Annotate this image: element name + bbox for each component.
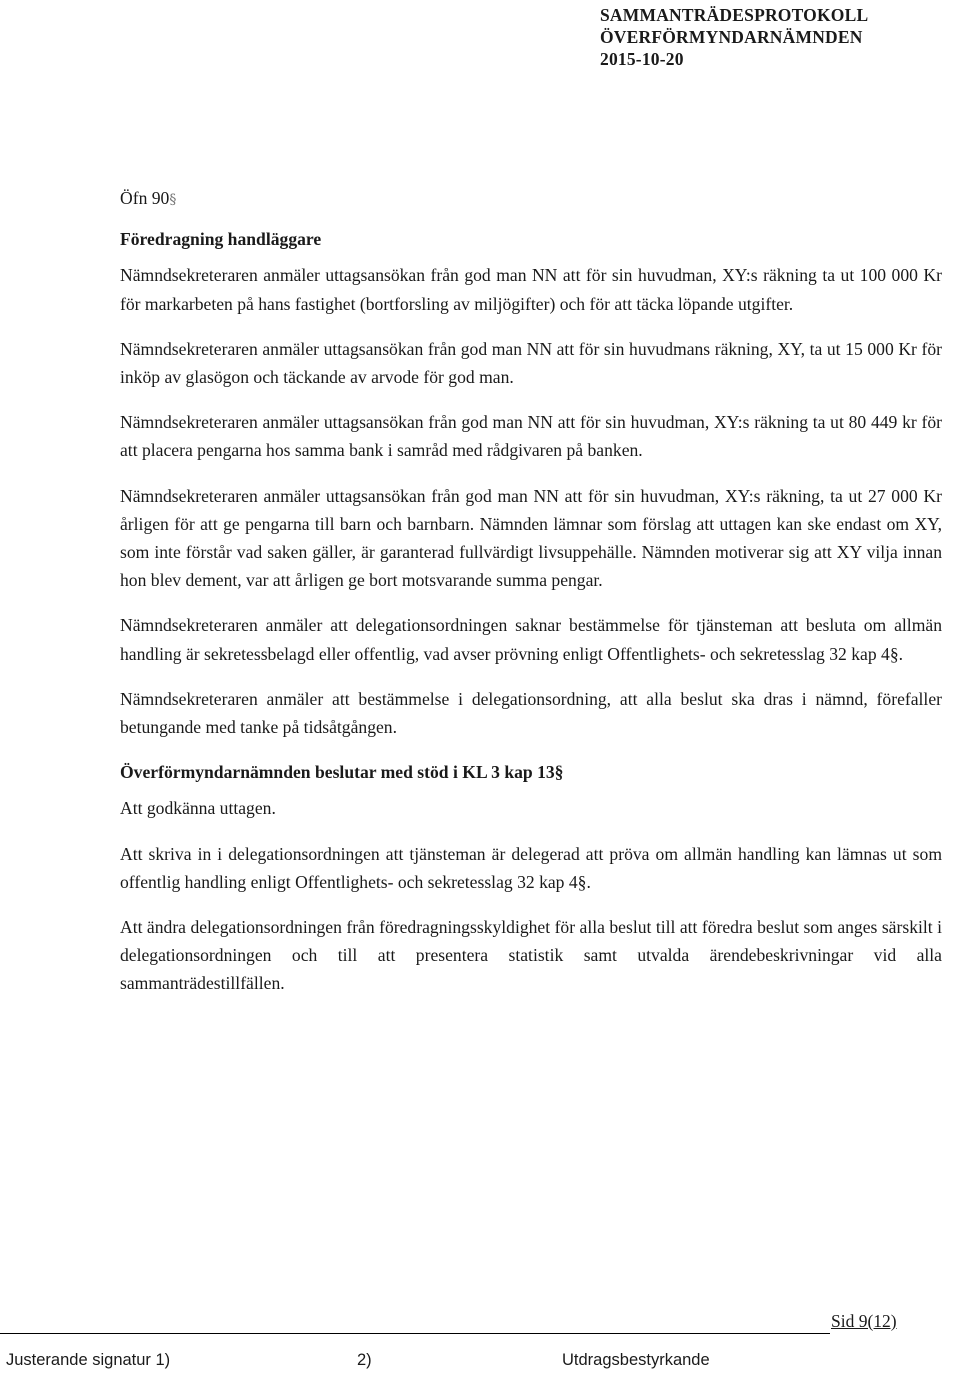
paragraph-3: Nämndsekreteraren anmäler uttagsansökan från god man NN att för sin huvudman, XY:s räkning ta ut 80 449 kr för att placera pengarna hos samma bank i samråd med rådgivaren på banken. xyxy=(120,412,942,461)
paragraph-2: Nämndsekreteraren anmäler uttagsansökan från god man NN att för sin huvudmans räkning, XY, ta ut 15 000 Kr för inköp av glasögon och täckande av arvode för god man. xyxy=(120,338,942,388)
paragraph-1: Nämndsekreteraren anmäler uttagsansökan från god man NN att för sin huvudman, XY:s räkning ta ut 100 000 Kr för markarbeten på hans fastighet (bortforsling av miljögifter) och för att täcka löpande utgifter. xyxy=(120,265,942,314)
extract-certification-label: Utdragsbestyrkande xyxy=(562,1351,710,1369)
signature-label-1: Justerande signatur 1) xyxy=(6,1351,171,1369)
page-number xyxy=(831,1311,897,1332)
document-header xyxy=(600,4,958,70)
protocol-title: SAMMANTRÄDESPROTOKOLL xyxy=(600,5,869,25)
paragraph-symbol: § xyxy=(169,192,177,208)
footer-divider xyxy=(0,1333,830,1334)
signature-bar xyxy=(0,1351,960,1373)
paragraph-5: Nämndsekreteraren anmäler att delegationsordningen saknar bestämmelse för tjänsteman att besluta om allmän handling är sekretessbelagd eller offentlig, vad avser prövning enligt Offentlighets- och sekretesslag 32 kap 4§. xyxy=(120,615,942,664)
committee-name: ÖVERFÖRMYNDARNÄMNDEN xyxy=(600,27,863,47)
case-number-line xyxy=(120,184,942,214)
paragraph-4: Nämndsekreteraren anmäler uttagsansökan från god man NN att för sin huvudman, XY:s räkning, ta ut 27 000 Kr årligen för att ge pengarna till barn och barnbarn. Nämnden lämnar som förslag att uttagen kan ske endast om XY, som inte förstår vad saken gäller, är garanterad fullvärdigt livsuppehälle. Nämnden motiverar sig att XY vilja innan hon blev dement, var att årligen ge bort motsvarande summa pengar. xyxy=(120,485,942,591)
case-number: Öfn 90 xyxy=(120,188,170,208)
section-heading: Föredragning handläggare xyxy=(120,229,322,250)
signature-label-2: 2) xyxy=(357,1351,372,1369)
decision-heading: Överförmyndarnämnden beslutar med stöd i KL 3 kap 13§ xyxy=(120,762,564,783)
document-body xyxy=(120,184,942,1015)
decision-item-2: Att skriva in i delegationsordningen att tjänsteman är delegerad att pröva om allmän handling kan lämnas ut som offentlig handling enligt Offentlighets- och sekretesslag 32 kap 4§. xyxy=(120,843,942,892)
paragraph-6: Nämndsekreteraren anmäler att bestämmelse i delegationsordning, att alla beslut ska dras i nämnd, förefaller betungande med tanke på tidsåtgången. xyxy=(120,688,942,738)
decision-item-3: Att ändra delegationsordningen från föredragningsskyldighet för alla beslut till att föredra beslut som anges särskilt i delegationsordningen och till att presentera statistik samt utvalda ärendebeskrivningar vid alla sammanträdestillfällen. xyxy=(120,917,942,994)
meeting-date: 2015-10-20 xyxy=(600,49,684,69)
page-number-text: Sid 9(12) xyxy=(831,1311,897,1331)
decision-item-1: Att godkänna uttagen. xyxy=(120,798,276,819)
